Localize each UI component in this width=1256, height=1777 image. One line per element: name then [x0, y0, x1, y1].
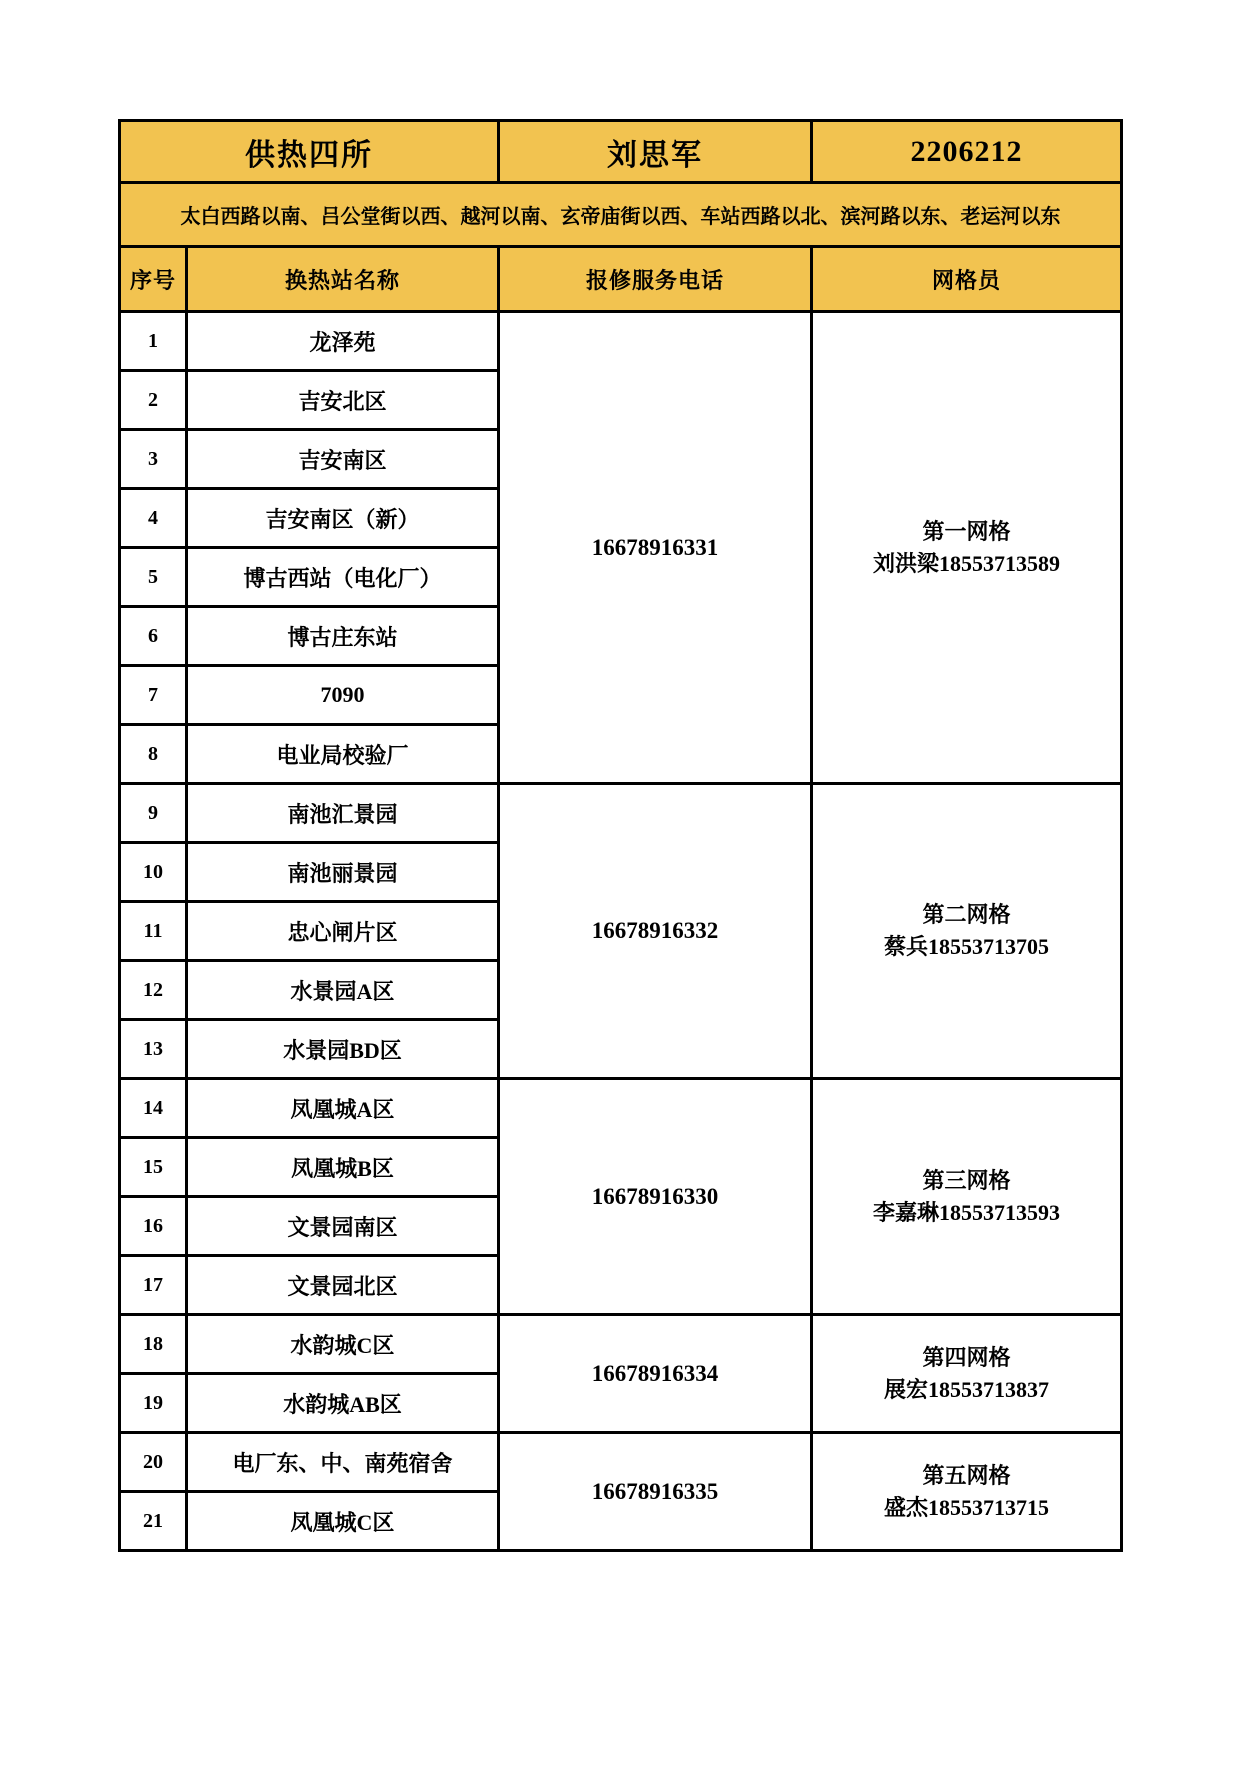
row-index-cell: 2: [120, 371, 187, 430]
repair-phone-cell: 16678916332: [499, 784, 812, 1079]
row-index-cell: 10: [120, 843, 187, 902]
repair-phone-cell: 16678916330: [499, 1079, 812, 1315]
station-name-cell: 吉安南区: [187, 430, 499, 489]
station-name-cell: 南池丽景园: [187, 843, 499, 902]
table-row: [120, 1315, 1122, 1374]
row-index-cell: 11: [120, 902, 187, 961]
station-name-cell: 凤凰城B区: [187, 1138, 499, 1197]
station-name-cell: 博古庄东站: [187, 607, 499, 666]
station-name-cell: 凤凰城C区: [187, 1492, 499, 1551]
column-header-phone: 报修服务电话: [499, 247, 812, 312]
station-name-cell: 水景园BD区: [187, 1020, 499, 1079]
department-code: 2206212: [812, 121, 1122, 183]
table-row: [120, 312, 1122, 371]
grid-name-line: 第五网格: [922, 1462, 1011, 1488]
row-index-cell: 20: [120, 1433, 187, 1492]
row-index-cell: 6: [120, 607, 187, 666]
station-name-cell: 南池汇景园: [187, 784, 499, 843]
grid-name-line: 第一网格: [922, 518, 1011, 544]
row-index-cell: 9: [120, 784, 187, 843]
station-name-cell: 龙泽苑: [187, 312, 499, 371]
station-name-cell: 博古西站（电化厂）: [187, 548, 499, 607]
table-row: [120, 784, 1122, 843]
grid-member-cell: [812, 312, 1122, 784]
row-index-cell: 3: [120, 430, 187, 489]
station-name-cell: 水景园A区: [187, 961, 499, 1020]
manager-name: 刘思军: [499, 121, 812, 183]
grid-name-line: 第二网格: [922, 902, 1011, 928]
table-row: [120, 1433, 1122, 1492]
grid-contact-line: 展宏18553713837: [883, 1376, 1049, 1402]
grid-contact-line: 蔡兵18553713705: [883, 934, 1049, 959]
station-name-cell: 凤凰城A区: [187, 1079, 499, 1138]
row-index-cell: 15: [120, 1138, 187, 1197]
station-name-cell: 吉安北区: [187, 371, 499, 430]
column-header-grid: 网格员: [812, 247, 1122, 312]
row-index-cell: 4: [120, 489, 187, 548]
row-index-cell: 5: [120, 548, 187, 607]
station-name-cell: 电厂东、中、南苑宿舍: [187, 1433, 499, 1492]
station-name-cell: 7090: [187, 666, 499, 725]
grid-member-cell: [812, 1315, 1122, 1433]
grid-member-cell: [812, 784, 1122, 1079]
heating-station-table: [118, 119, 1123, 1552]
row-index-cell: 7: [120, 666, 187, 725]
grid-name-line: 第四网格: [922, 1344, 1011, 1370]
service-area-row: [120, 183, 1122, 247]
row-index-cell: 19: [120, 1374, 187, 1433]
title-row: [120, 121, 1122, 183]
column-header-row: [120, 247, 1122, 312]
station-name-cell: 忠心闸片区: [187, 902, 499, 961]
grid-contact-line: 李嘉琳18553713593: [872, 1199, 1060, 1225]
repair-phone-cell: 16678916334: [499, 1315, 812, 1433]
grid-contact-line: 刘洪梁18553713589: [872, 550, 1060, 576]
station-name-cell: 文景园北区: [187, 1256, 499, 1315]
station-name-cell: 水韵城AB区: [187, 1374, 499, 1433]
grid-contact-line: 盛杰18553713715: [883, 1494, 1049, 1520]
grid-name-line: 第三网格: [922, 1167, 1011, 1193]
service-area-text: 太白西路以南、吕公堂街以西、越河以南、玄帝庙街以西、车站西路以北、滨河路以东、老运河以东: [120, 183, 1122, 247]
row-index-cell: 17: [120, 1256, 187, 1315]
row-index-cell: 18: [120, 1315, 187, 1374]
row-index-cell: 1: [120, 312, 187, 371]
table-row: [120, 1079, 1122, 1138]
row-index-cell: 14: [120, 1079, 187, 1138]
row-index-cell: 13: [120, 1020, 187, 1079]
repair-phone-cell: 16678916335: [499, 1433, 812, 1551]
repair-phone-cell: 16678916331: [499, 312, 812, 784]
row-index-cell: 12: [120, 961, 187, 1020]
station-name-cell: 电业局校验厂: [187, 725, 499, 784]
column-header-station: 换热站名称: [187, 247, 499, 312]
station-name-cell: 文景园南区: [187, 1197, 499, 1256]
station-name-cell: 吉安南区（新）: [187, 489, 499, 548]
row-index-cell: 8: [120, 725, 187, 784]
grid-member-cell: [812, 1433, 1122, 1551]
row-index-cell: 16: [120, 1197, 187, 1256]
station-name-cell: 水韵城C区: [187, 1315, 499, 1374]
column-header-index: 序号: [120, 247, 187, 312]
grid-member-cell: [812, 1079, 1122, 1315]
row-index-cell: 21: [120, 1492, 187, 1551]
department-title: 供热四所: [120, 121, 499, 183]
